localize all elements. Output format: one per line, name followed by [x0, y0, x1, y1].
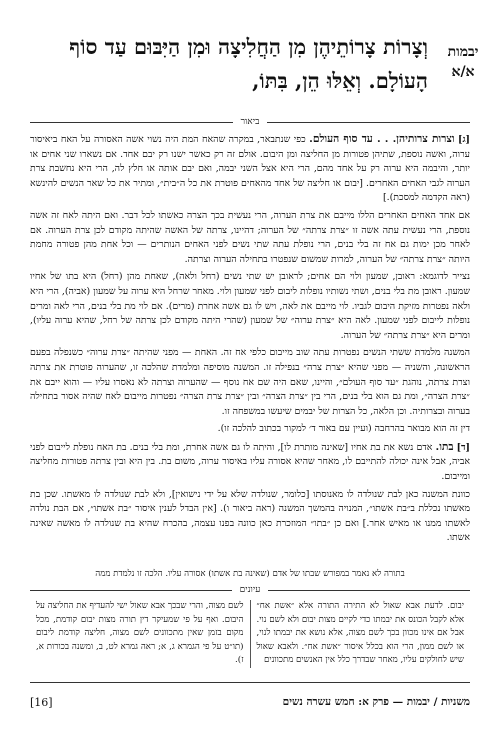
paragraph-text: אם אחד האחים האחרים הללו מייבם את צרת הערוה, הרי נעשית בכך הצרה כאשתו לכל דבר. ואם היתה לאח זה אשה נוספת, הרי נעשית עתה אשה זו ״צרת צרתה״ של הערוה; דהיינו, צרתה של האשה שהיתה מקודם לכן צרת הערוה. אם לאחר מכן ימות גם אח זה בלי בנים, הרי נופלת עתה שתי נשים לפני האחים הנותרים — וכל אחת מהן פטורה מחמת היותה ״צרת צרתה״ של הערוה, למרות שמשום שנפטרו בתחילה הערוה וצרתה.	[30, 209, 470, 265]
paragraph-text: כוונת המשנה כאן לבת שנולדה לו מאנוסתו [כלומר, שנולדה שלא על ידי נישואין], ולא לבת שנולדה לו מאשתו. שכן בת מאשתו נכללת ב״בת אשתו״, המנויה בהמשך המשנה (ראה ביאור ו). [אין הבדל לענין איסור ״בת אשתו״, אם הבת נולדה לאשתו ממנו או מאיש אחר.] ואם כן ״בתו״ המוזכרת כאן כוונה בפנו עצמה, בהכרח שהיא בת שנולדה לו מאשה שאינה אשתו.	[30, 488, 470, 544]
commentary-paragraph	[30, 209, 470, 267]
paragraph-heading: וצרות צרותיהן. . . עד סוף העולם.	[309, 133, 455, 145]
paragraph-text: המשנה מלמדת ששתי הנשים נפטרות עתה שוב מייבום כלפי אח זה. האחת — מפני שהיתה ״צרת ערוה״ כשנפלה בפעם הראשונה, והשניה — מפני שהיא ״צרת צרה״ בנפילה זו. המשנה מוסיפה ומלמדת שהלכה זו, שהערוה פוטרת את צרתה וצרת צרתה, נוהגת ״עד סוף העולם״, והיינו, שאם היה שם אח נוסף — שהערוה וצרתה לא נאסרו עליו — והוא ייבם את ״צרת הצרה״, ומת גם הוא בלי בנים, הרי בין ״צרת הצרה״ ובין ״צרת צרת הצרה״ נפטרות מייבום לאח שהיה אסור בתחילה בערוה ובצרותיה. וכן הלאה, כל הצרות של יבמים שיעשו במשפחה זו.	[30, 347, 470, 417]
mishna-text: וְצָרוֹת צָרוֹתֵיהֶן מִן הַחֲלִיצָה וּמִן הַיִּבּוּם עַד סוֹף הָעוֹלָם. וְאֵלּוּ הֵן, בִּתּוֹ,	[69, 34, 428, 93]
paragraph-text: כפי שנתבאר, במקרה שהאח המת היה נשוי אשה האסורה על האח ביאיסור ערוה, ואשה נוספת, שתיהן פטורות מן החליצה ומן היבום. אולם זה רק כאשר ישנו רק יבם אחד. אם נשארו שני אחים או יותר, והיבמה היא ערוה רק על אחד מהם, הרי היא אצל השני יבמה, ואם יבם אותה או חלץ לה, הרי היא נחשבת צרת הערוה לגבי האחים האחרים. [יבום או חליצה של אחד מהאחים פוטרת את כל ה״בית״, ומתיר את כל שאר הנשים להינשא (ראה הקדמה למסכת).]	[30, 134, 470, 204]
commentary-paragraph	[30, 422, 470, 437]
paragraph-number: [ד]	[456, 441, 470, 453]
tractate-header	[440, 42, 486, 82]
commentary-body	[30, 132, 470, 549]
notes-divider	[30, 584, 470, 596]
paragraph-text: נצייר לדוגמא: ראובן, שמעון ולוי הם אחים; לראובן יש שתי נשים (רחל ולאה), שאחת מהן (רחל) היא בתו של אחיו שמעון. ראובן מת בלי בנים, ושתי נשותיו נופלות ליבום לפני שמעון ולוי. מאחר שרחל היא ערוה על שמעון (אביה), הרי היא ולאה נפטרות מזיקת היבום לגביו. לוי מייבם את לאה, ויש לו גם אשה אחרת (מרים). אם לוי מת בלי בנים, הרי לאה ומרים נופלות לייבום לפני שמעון. לאה היא ״צרת ערוה״ של שמעון (שהרי היתה מקודם לכן צרתה של רחל, שהיא ערוה עליו), ומרים היא ״צרת צרתה״ של הערוה.	[30, 271, 470, 341]
footer-rule	[30, 682, 470, 683]
commentary-paragraph	[30, 270, 470, 343]
paragraph-number: [ג]	[458, 134, 470, 145]
page-number: [16]	[30, 695, 53, 709]
commentary-paragraph	[30, 346, 470, 419]
column-divider	[250, 600, 251, 668]
commentary-paragraph	[30, 440, 470, 485]
notes-label: עיונים	[239, 585, 261, 595]
paragraph-text: דין זה הוא מבואר בהרחבה (ועיין עם באור ד׳ למקור בכתוב להלכה זו).	[217, 423, 470, 435]
footer-title: משניות / יבמות — פרק א: חמש עשרה נשים	[282, 696, 470, 708]
notes-column-left: לשם מצוה, והרי שבכך אבא שאול ישי להעדיף את החליצה על היבום. ואף על פי שמעיקר דין תורה מצות יבום קודמת, מכל מקום בזמן שאין מתכוונים לשם מצוה, חליצה קודמת ליבום (תו״ט על פי הגמרא ג, א; ראה גמרא לט, ב, ומשנה בכורות א, ז).	[36, 601, 244, 665]
commentary-divider	[30, 116, 470, 128]
tractate-name: יבמות	[447, 44, 479, 60]
paragraph-text: אדם נשא את בת אחיו [שאינה מותרת לו], והיתה לו גם אשה אחרת, ומת בלי בנים. בת האח נופלת לייבום לפני אביה, אבל אינה יכולה להתייבם לו, מאחר שהיא אסורה עליו באיסור ערוה, משום בת. בין היא ובין צרתה פטורות מחליצה ומייבום.	[30, 441, 470, 483]
footnote: בתורה לא נאמר במפורש שבתו של אדם (שאינה בת אשתו) אסורה עליו. הלכה זו נלמדת ממה	[95, 569, 405, 579]
notes-section	[30, 600, 470, 668]
paragraph-heading: בתו.	[435, 440, 454, 453]
chapter-ref: א/א	[451, 64, 475, 80]
page-footer	[30, 692, 470, 712]
commentary-paragraph	[30, 132, 470, 206]
commentary-paragraph	[30, 488, 470, 546]
commentary-label: ביאור	[240, 117, 260, 127]
notes-column-right: יבום. לדעת אבא שאול לא התירה התורה אלא ״אשת אח״ אלא לקבל הכונס את יבמתו כדי לקיים מצות יבום ולא לשם נוי. אבל אם אינו מכוון בכך לשם מצוה, אלא נושא את יבמתו לנוי, או לשם ממון, הרי הוא בכלל איסור ״אשת אח״. ולאבא שאול שיש לחולקים עליו, מאחר שבדרך כלל אין האנשים מתכוונים	[256, 601, 464, 665]
